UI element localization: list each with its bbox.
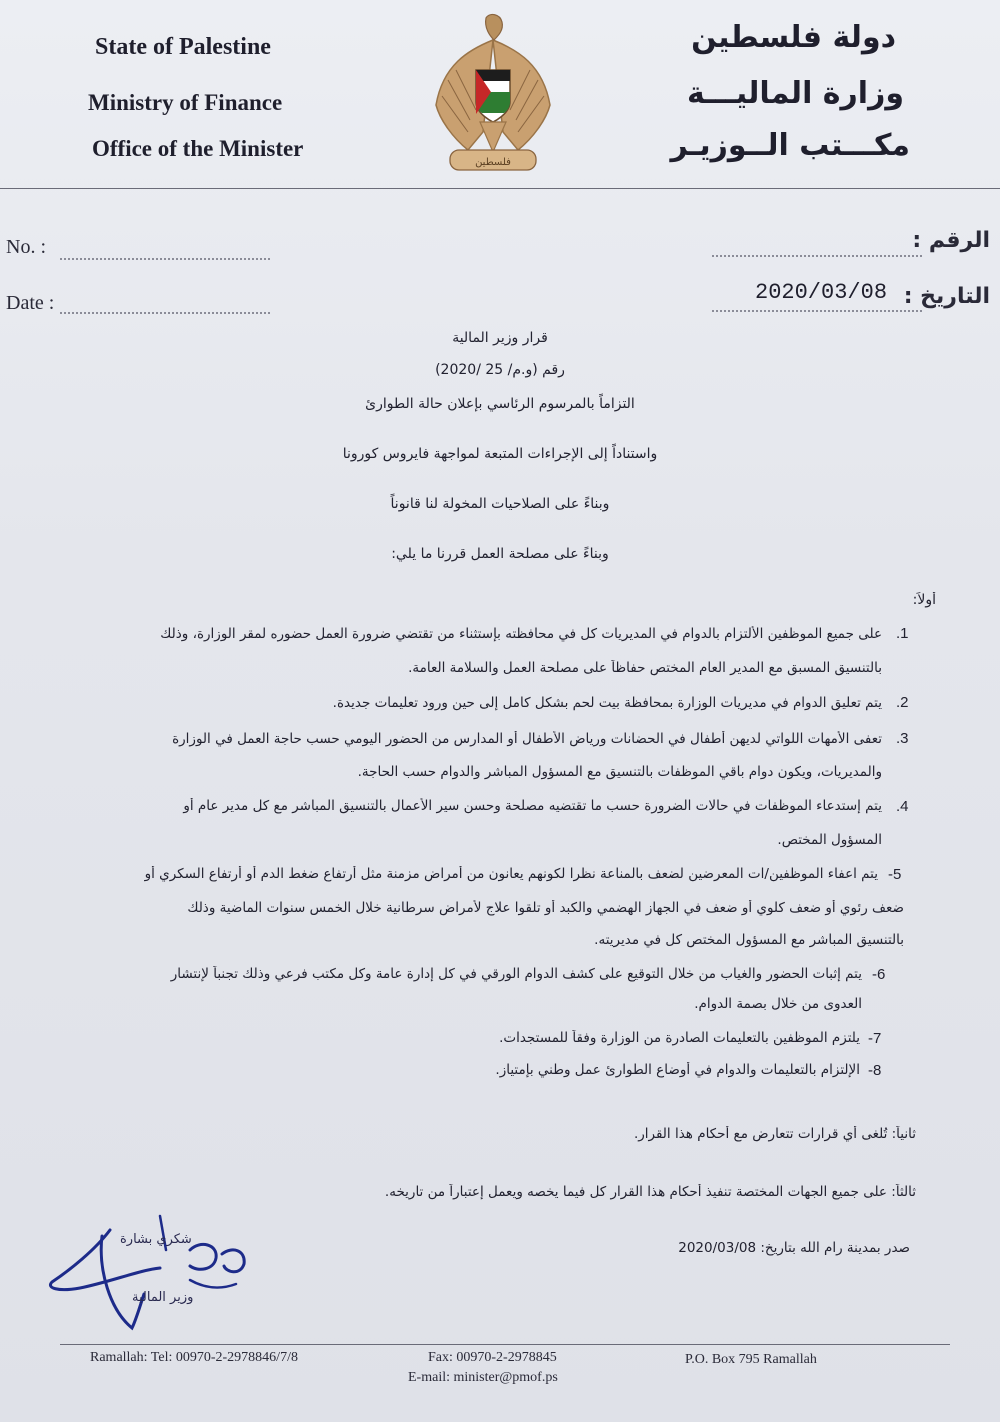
signatory-name: شكري بشارة [120,1232,192,1247]
item-3-line-2: والمديريات، ويكون دوام باقي الموظفات بالتنسيق مع المسؤول المباشر والدوام حسب الحاجة. [357,764,882,780]
item-7-number: -7 [868,1030,882,1047]
item-6-line-1: يتم إثبات الحضور والغياب من خلال التوقيع على كشف الدوام الورقي في كل إدارة عامة وكل مكتب فرعي وذلك تجنباً لإنتشار [170,966,862,982]
decision-preamble-1: التزاماً بالمرسوم الرئاسي بإعلان حالة الطوارئ [365,396,635,412]
header-ar-office: مكـــتب الــوزيـر [670,128,910,163]
item-3-line-1: تعفى الأمهات اللواتي لديهن أطفال في الحضانات ورياض الأطفال أو المدارس من الحضور اليومي حسب حاجة العمل في الوزارة [172,731,882,747]
item-5-line-2: ضعف رئوي أو ضعف كلوي أو ضعف في الجهاز الهضمي والكبد أو تلقوا علاج لأمراض سرطانية خلال الخمس سنوات الماضية وذلك [187,900,904,916]
date-dotted-line [60,312,270,314]
header-en-state: State of Palestine [95,34,271,60]
header-ar-state: دولة فلسطين [691,20,896,55]
footer-divider [60,1344,950,1345]
issued-statement: صدر بمدينة رام الله بتاريخ: 2020/03/08 [678,1240,910,1256]
item-4-number: .4 [896,798,909,815]
minister-signature [40,1210,280,1340]
footer-address-phone: Ramallah: Tel: 00970-2-2978846/7/8 [90,1350,298,1365]
header-en-office: Office of the Minister [92,136,304,161]
header-en-ministry: Ministry of Finance [88,90,283,115]
no-ar-dotted-line [712,255,922,257]
date-label: Date : [6,292,55,314]
item-5-line-3: بالتنسيق المباشر مع المسؤول المختص كل في مديريته. [594,932,904,948]
emblem-scroll-text: فلسطين [475,157,511,168]
decision-title: قرار وزير المالية [452,330,548,346]
section-first-label: أولاً: [912,592,936,608]
footer-email: E-mail: minister@pmof.ps [408,1370,558,1385]
item-8-line-1: الإلتزام بالتعليمات والدوام في أوضاع الطوارئ عمل وطني بإمتياز. [495,1062,860,1078]
date-ar-dotted-line [712,310,922,312]
item-8-number: -8 [868,1062,882,1079]
item-5-line-1: يتم اعفاء الموظفين/ات المعرضين لضعف بالمناعة نظرا لكونهم يعانون من أمراض مزمنة مثل أرتفاع ضغط الدم أو أرتفاع السكري أو [144,866,878,882]
no-label: No. : [6,236,46,258]
item-5-number: -5 [888,866,902,883]
item-1-number: .1 [896,625,909,642]
header-divider [0,188,1000,189]
item-1-line-2: بالتنسيق المسبق مع المدير العام المختص حفاظاً على مصلحة العمل والسلامة العامة. [408,660,882,676]
footer-pobox: P.O. Box 795 Ramallah [685,1352,817,1367]
item-6-line-2: العدوى من خلال بصمة الدوام. [694,996,862,1012]
footer-fax: Fax: 00970-2-2978845 [428,1350,557,1365]
decision-number: رقم (و.م/ 25 /2020) [435,362,565,378]
item-6-number: -6 [872,966,886,983]
decision-preamble-4: وبناءً على مصلحة العمل قررنا ما يلي: [391,546,609,562]
item-4-line-1: يتم إستدعاء الموظفات في حالات الضرورة حسب ما تقتضيه مصلحة وحسن سير الأعمال بالتنسيق المباشر مع كل مدير عام أو [183,798,882,814]
signatory-title: وزير المالية [132,1290,194,1305]
decision-preamble-3: وبناءً على الصلاحيات المخولة لنا قانوناً [390,496,610,512]
item-2-number: .2 [896,694,909,711]
section-second: ثانياً: تُلغى أي قرارات تتعارض مع أحكام هذا القرار. [633,1126,916,1142]
item-7-line-1: يلتزم الموظفين بالتعليمات الصادرة من الوزارة وفقاً للمستجدات. [499,1030,860,1046]
palestine-eagle-emblem [428,10,558,178]
item-3-number: .3 [896,730,909,747]
decision-preamble-2: واستناداً إلى الإجراءات المتبعة لمواجهة فايروس كورونا [342,446,658,462]
date-label-ar: التاريخ : [903,284,990,309]
item-4-line-2: المسؤول المختص. [777,832,882,848]
header-ar-ministry: وزارة الماليـــة [686,76,904,111]
section-third: ثالثاً: على جميع الجهات المختصة تنفيذ أحكام هذا القرار كل فيما يخصه ويعمل إعتباراً من تاريخه. [384,1184,916,1200]
date-value: 2020/03/08 [755,280,888,305]
item-2-line-1: يتم تعليق الدوام في مديريات الوزارة بمحافظة بيت لحم بشكل كامل إلى حين ورود تعليمات جديدة. [332,695,882,711]
no-label-ar: الرقم : [912,228,990,253]
item-1-line-1: على جميع الموظفين الألتزام بالدوام في المديريات كل في محافظته بإستثناء من تقتضي ضرورة العمل حضوره لمقر الوزارة، وذلك [160,626,882,642]
no-dotted-line [60,258,270,260]
